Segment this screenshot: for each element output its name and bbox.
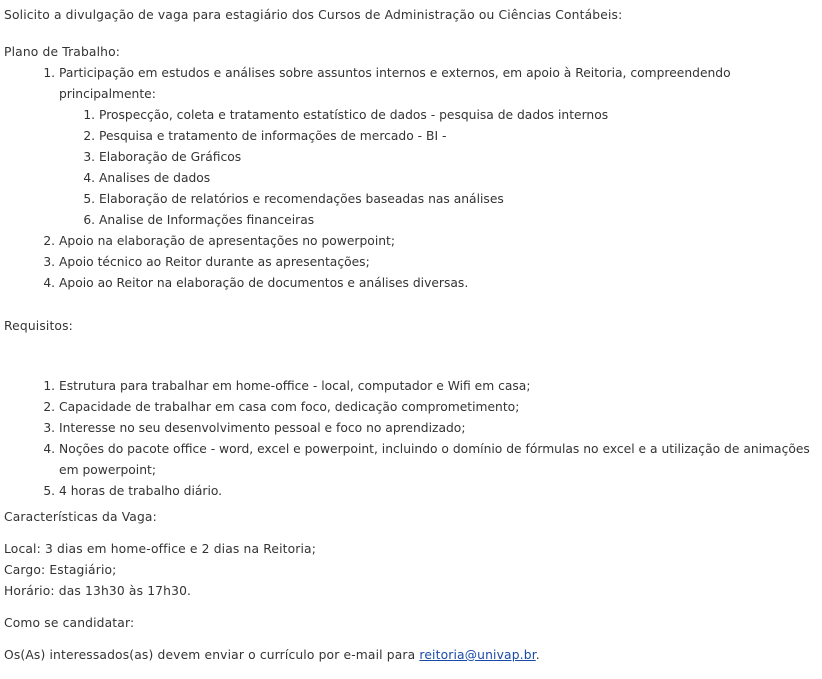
- list-item: 4. Analises de dados: [99, 168, 822, 189]
- list-item: 2. Apoio na elaboração de apresentações no powerpoint;: [59, 231, 822, 252]
- list-item: 3. Elaboração de Gráficos: [99, 147, 822, 168]
- characteristics-title: Características da Vaga:: [4, 510, 157, 524]
- email-link[interactable]: reitoria@univap.br: [419, 648, 536, 662]
- list-item: 2. Capacidade de trabalhar em casa com foco, dedicação comprometimento;: [59, 397, 822, 418]
- requirements-list: [4, 376, 822, 502]
- local-text: Local: 3 dias em home-office e 2 dias na Reitoria;: [4, 542, 317, 556]
- list-item: 1. Estrutura para trabalhar em home-office - local, computador e Wifi em casa;: [59, 376, 822, 397]
- plan-title: Plano de Trabalho:: [4, 45, 121, 59]
- requirements-title: Requisitos:: [4, 319, 73, 333]
- list-item: 2. Pesquisa e tratamento de informações de mercado - BI -: [99, 126, 822, 147]
- list-item: 3. Apoio técnico ao Reitor durante as apresentações;: [59, 252, 822, 273]
- list-item: 5. Elaboração de relatórios e recomendações baseadas nas análises: [99, 189, 822, 210]
- plan-list: [4, 63, 822, 294]
- list-item: 4. Apoio ao Reitor na elaboração de documentos e análises diversas.: [59, 273, 822, 294]
- list-item: 6. Analise de Informações financeiras: [99, 210, 822, 231]
- apply-title: Como se candidatar:: [4, 616, 135, 630]
- cargo-text: Cargo: Estagiário;: [4, 563, 117, 577]
- list-item: 3. Interesse no seu desenvolvimento pessoal e foco no aprendizado;: [59, 418, 822, 439]
- list-item: 5. 4 horas de trabalho diário.: [59, 481, 822, 502]
- plan-sublist: [59, 105, 822, 231]
- intro-text: Solicito a divulgação de vaga para estagiário dos Cursos de Administração ou Ciências Contábeis:: [4, 8, 623, 22]
- horario-text: Horário: das 13h30 às 17h30.: [4, 584, 192, 598]
- apply-text-after: .: [535, 648, 540, 662]
- list-item: [59, 63, 822, 231]
- list-item: 1. Prospecção, coleta e tratamento estatístico de dados - pesquisa de dados internos: [99, 105, 822, 126]
- plan-item-text: Participação em estudos e análises sobre assuntos internos e externos, em apoio à Reitoria, compreendendo principalmente:: [59, 66, 731, 101]
- apply-text: [4, 645, 822, 666]
- list-item: 4. Noções do pacote office - word, excel e powerpoint, incluindo o domínio de fórmulas no excel e a utilização de animações em powerpoint;: [59, 439, 822, 481]
- apply-text-before: Os(As) interessados(as) devem enviar o currículo por e-mail para: [4, 648, 420, 662]
